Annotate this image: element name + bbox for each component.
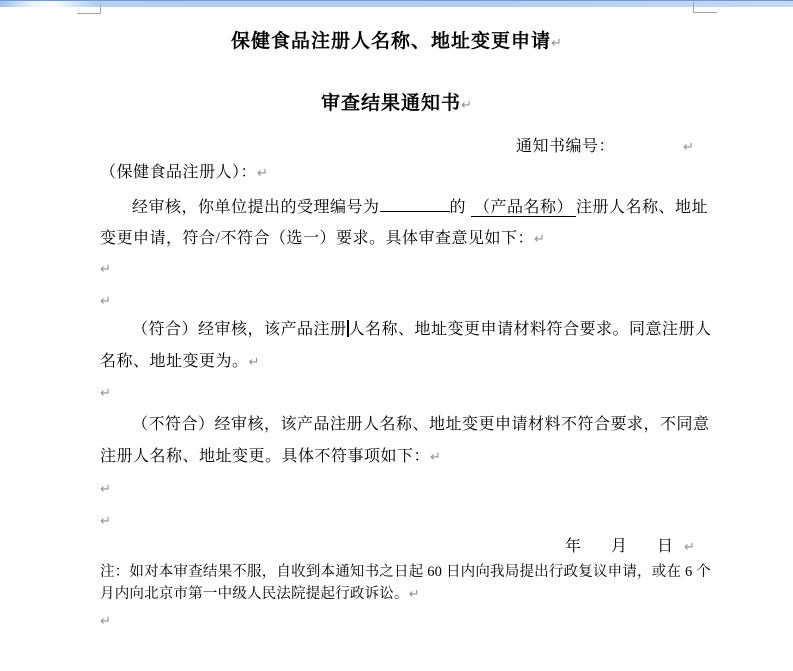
intro-part2: 的 bbox=[449, 199, 467, 216]
pilcrow-mark: ↵ bbox=[683, 140, 694, 155]
fail-clause-line2[interactable] bbox=[100, 446, 441, 469]
pilcrow-mark: ↵ bbox=[100, 514, 111, 529]
pilcrow-mark: ↵ bbox=[408, 587, 420, 602]
addressee-text: （保健食品注册人）： bbox=[100, 164, 258, 181]
margin-crop-mark-top-right bbox=[693, 2, 717, 13]
pilcrow-mark: ↵ bbox=[430, 450, 441, 465]
product-name-placeholder[interactable]: （产品名称） bbox=[471, 199, 576, 217]
margin-crop-mark-top-left bbox=[77, 4, 101, 14]
footnote-line2[interactable] bbox=[100, 584, 420, 605]
title-text: 保健食品注册人名称、地址变更申请 bbox=[231, 31, 552, 52]
footnote-line1[interactable] bbox=[100, 562, 711, 582]
pilcrow-mark: ↵ bbox=[100, 294, 111, 309]
pass-clause-text-c: 名称、地址变更为。 bbox=[100, 353, 249, 370]
window-chrome-band bbox=[0, 0, 793, 7]
document-title-line1[interactable] bbox=[100, 30, 693, 56]
intro-line2[interactable] bbox=[100, 228, 545, 251]
footnote-text-b: 月内向北京市第一中级人民法院提起行政诉讼。 bbox=[100, 586, 409, 602]
pilcrow-mark: ↵ bbox=[461, 98, 472, 113]
pilcrow-mark: ↵ bbox=[257, 166, 268, 181]
pilcrow-mark: ↵ bbox=[551, 36, 562, 51]
empty-paragraph[interactable] bbox=[100, 382, 111, 405]
pass-clause-text-a: （符合）经审核，该产品注册 bbox=[132, 321, 347, 338]
acceptance-number-blank[interactable] bbox=[380, 196, 450, 212]
pilcrow-mark: ↵ bbox=[533, 232, 545, 247]
pass-clause-text-b: 人名称、地址变更申请材料符合要求。同意注册人 bbox=[348, 321, 712, 338]
empty-paragraph[interactable] bbox=[100, 610, 111, 633]
empty-paragraph[interactable] bbox=[100, 290, 111, 313]
intro-line1[interactable] bbox=[132, 196, 708, 219]
footnote-text-a: 注：如对本审查结果不服，自收到本通知书之日起 60 日内向我局提出行政复议申请，或在 6 个 bbox=[100, 564, 711, 580]
date-year-label[interactable]: 年 bbox=[565, 538, 582, 555]
pilcrow-mark: ↵ bbox=[100, 386, 111, 401]
pass-clause-line2[interactable] bbox=[100, 351, 259, 374]
pilcrow-mark: ↵ bbox=[684, 540, 695, 555]
empty-paragraph[interactable] bbox=[100, 510, 111, 533]
fail-clause-text-b: 注册人名称、地址变更。具体不符事项如下： bbox=[100, 448, 431, 465]
date-month-label[interactable]: 月 bbox=[611, 538, 628, 555]
intro-line2-text: 变更申请，符合/不符合（选一）要求。具体审查意见如下： bbox=[100, 230, 534, 247]
fail-clause-text-a: （不符合）经审核，该产品注册人名称、地址变更申请材料不符合要求，不同意 bbox=[132, 416, 710, 433]
notice-number-label[interactable] bbox=[516, 136, 615, 158]
intro-part3: 注册人名称、地址 bbox=[576, 199, 709, 216]
pilcrow-mark: ↵ bbox=[100, 262, 111, 277]
intro-part1: 经审核，你单位提出的受理编号为 bbox=[132, 199, 380, 216]
empty-paragraph[interactable] bbox=[100, 478, 111, 501]
date-day-label[interactable]: 日 bbox=[657, 538, 674, 555]
pilcrow-mark: ↵ bbox=[248, 355, 260, 370]
pilcrow-mark: ↵ bbox=[100, 614, 111, 629]
document-title-line2[interactable] bbox=[100, 92, 693, 118]
pilcrow-mark: ↵ bbox=[100, 482, 111, 497]
fail-clause-line1[interactable] bbox=[132, 414, 710, 436]
notice-number-text: 通知书编号： bbox=[516, 138, 616, 155]
pass-clause-line1[interactable] bbox=[132, 319, 712, 341]
title-text: 审查结果通知书 bbox=[321, 93, 462, 114]
empty-paragraph[interactable] bbox=[100, 258, 111, 281]
addressee-line[interactable] bbox=[100, 162, 268, 185]
